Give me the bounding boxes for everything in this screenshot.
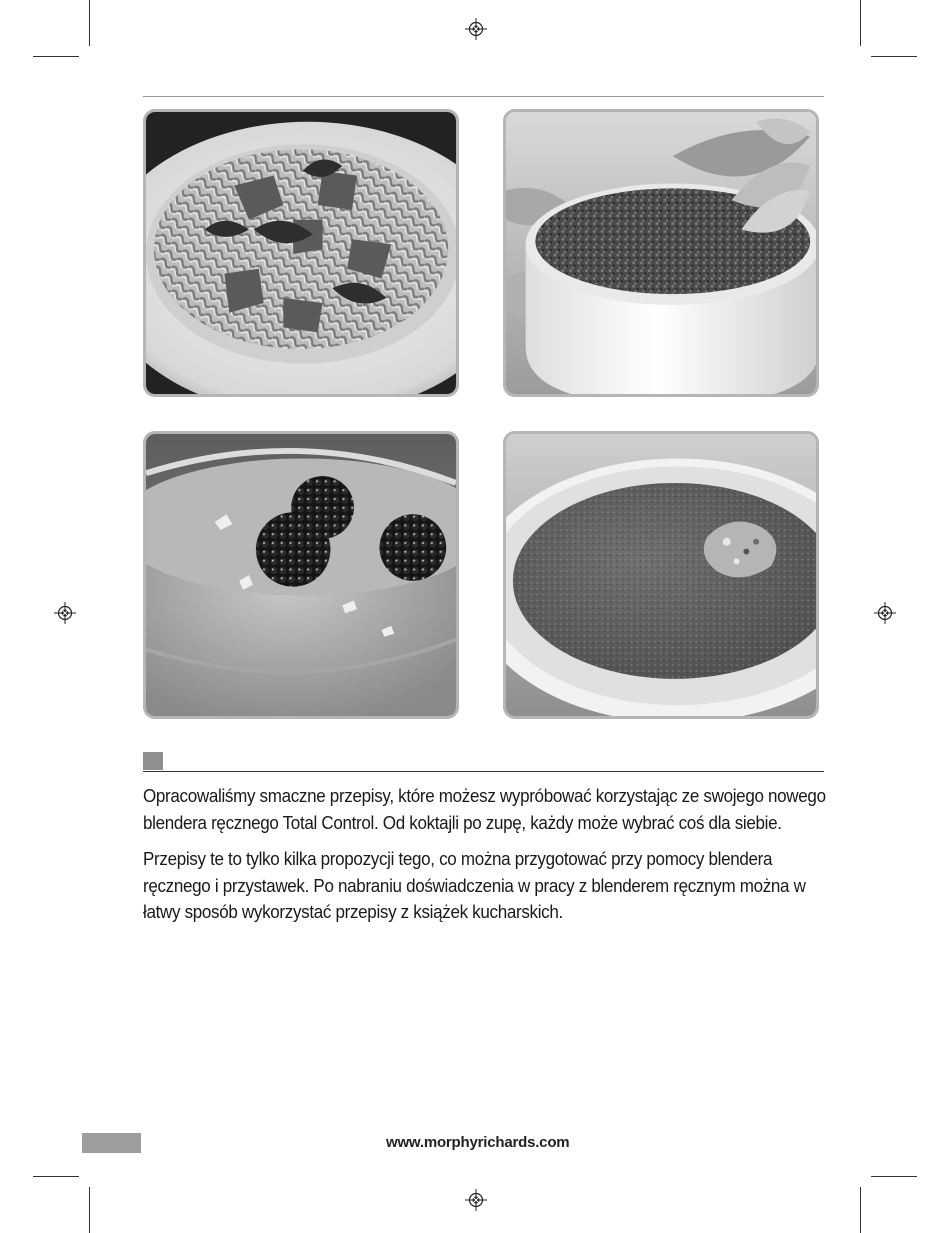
- page-number-tab: [82, 1133, 141, 1153]
- pesto-bowl-photo: [503, 109, 819, 397]
- crop-mark-top-left-horizontal: [33, 56, 79, 57]
- footer-url: www.morphyrichards.com: [386, 1134, 570, 1151]
- registration-mark-bottom-icon: [465, 1189, 487, 1211]
- registration-mark-right-icon: [874, 602, 896, 624]
- crop-mark-top-right-vertical: [860, 0, 861, 46]
- crop-mark-top-left-vertical: [89, 0, 90, 46]
- crop-mark-bottom-left-horizontal: [33, 1176, 79, 1177]
- registration-mark-top-icon: [465, 18, 487, 40]
- blackberry-smoothie-photo: [143, 431, 459, 719]
- pasta-salad-photo: [143, 109, 459, 397]
- crop-mark-top-right-horizontal: [871, 56, 917, 57]
- crop-mark-bottom-left-vertical: [89, 1187, 90, 1233]
- section-rule: [143, 771, 824, 772]
- tomato-soup-photo: [503, 431, 819, 719]
- intro-text: [143, 783, 826, 936]
- intro-paragraph-1: Opracowaliśmy smaczne przepisy, które możesz wypróbować korzystając ze swojego nowego blendera ręcznego Total Control. Od koktajli po zupę, każdy może wybrać coś dla siebie.: [143, 785, 826, 833]
- intro-paragraph-2: Przepisy te to tylko kilka propozycji tego, co można przygotować przy pomocy blendera ręcznego i przystawek. Po nabraniu doświadczenia w pracy z blenderem ręcznym można w łatwy sposób wykorzystać przepisy z książek kucharskich.: [143, 848, 806, 922]
- registration-mark-left-icon: [54, 602, 76, 624]
- header-rule: [143, 96, 824, 97]
- crop-mark-bottom-right-vertical: [860, 1187, 861, 1233]
- section-marker: [143, 752, 163, 770]
- crop-mark-bottom-right-horizontal: [871, 1176, 917, 1177]
